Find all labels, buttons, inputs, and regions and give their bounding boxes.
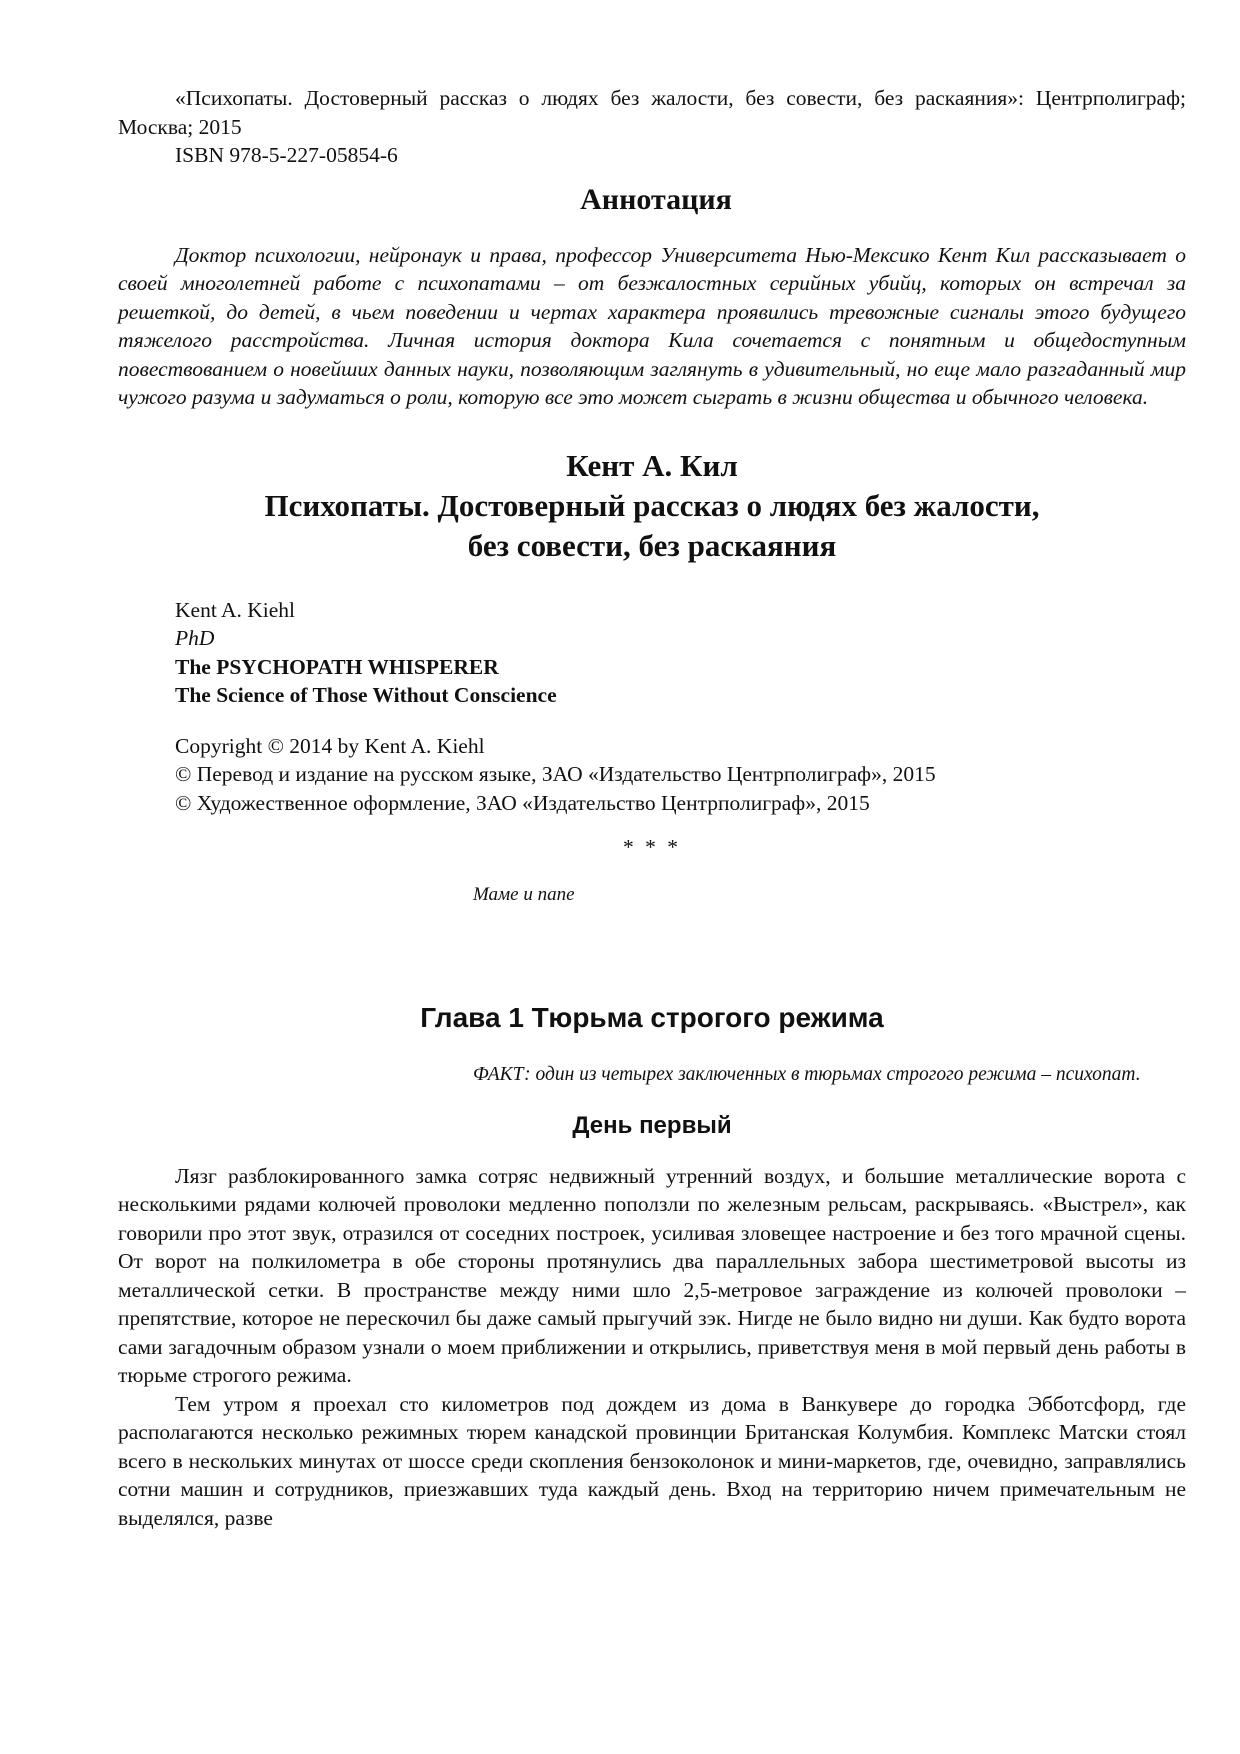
chapter-body xyxy=(118,1162,1186,1533)
copyright-line: © Художественное оформление, ЗАО «Издательство Центрполиграф», 2015 xyxy=(175,790,870,815)
body-paragraph: Тем утром я проехал сто километров под дождем из дома в Ванкувере до городка Эбботсфорд, где располагаются несколько режимных тюрем канадской провинции Британская Колумбия. Комплекс Матски стоял всего в нескольких минутах от шоссе среди скопления бензоколонок и мини-маркетов, где, очевидно, заправлялись сотни машин и сотрудников, приезжавших туда каждый день. Вход на территорию ничем примечательным не выделялся, разве xyxy=(118,1391,1186,1530)
book-heading xyxy=(118,446,1186,566)
book-title-line-2: без совести, без раскаяния xyxy=(467,527,837,563)
original-credits xyxy=(175,596,1186,710)
section-separator: * * * xyxy=(623,835,681,859)
section-title: День первый xyxy=(572,1111,732,1139)
original-subtitle: The Science of Those Without Conscience xyxy=(175,683,557,707)
chapter-epigraph: ФАКТ: один из четырех заключенных в тюрьмах строгого режима – психопат. xyxy=(473,1064,1141,1085)
dedication: Маме и папе xyxy=(473,884,575,905)
copyright-line: Copyright © 2014 by Kent A. Kiehl xyxy=(175,733,485,758)
bibliography-block xyxy=(118,84,1186,170)
copyright-block xyxy=(175,732,1186,818)
copyright-line: © Перевод и издание на русском языке, ЗАО «Издательство Центрполиграф», 2015 xyxy=(175,762,936,786)
annotation-text: Доктор психологии, нейронаук и права, профессор Университета Нью-Мексико Кент Кил рассказывает о своей многолетней работе с психопатами – от безжалостных серийных убийц, которых он встречал за решеткой, до детей, в чьем поведении и чертах характера проявились тревожные сигналы этого будущего тяжелого расстройства. Личная история доктора Кила сочетается с понятным и общедоступным повествованием о новейших данных науки, позволяющим заглянуть в удивительный, но еще мало разгаданный мир чужого разума и задуматься о роли, которую все это может сыграть в жизни общества и обычного человека. xyxy=(118,242,1186,409)
annotation-title: Аннотация xyxy=(580,182,732,216)
book-author: Кент А. Кил xyxy=(566,447,738,483)
original-title: The PSYCHOPATH WHISPERER xyxy=(175,654,499,679)
chapter-title: Глава 1 Тюрьма строгого режима xyxy=(420,1002,884,1033)
document-page xyxy=(118,84,1186,1532)
isbn: ISBN 978-5-227-05854-6 xyxy=(175,143,398,167)
original-author: Kent A. Kiehl xyxy=(175,597,296,622)
bibliography-line: «Психопаты. Достоверный рассказ о людях без жалости, без совести, без раскаяния»: Центрполиграф; Москва; 2015 xyxy=(118,86,1186,139)
original-degree: PhD xyxy=(175,626,215,650)
body-paragraph: Лязг разблокированного замка сотряс недвижный утренний воздух, и большие металлические ворота с несколькими рядами колючей проволоки медленно поползли по железным рельсам, раскрываясь. «Выстрел», как говорили про этот звук, отразился от соседних построек, усиливая зловещее настроение и без того мрачной сцены. От ворот на полкилометра в обе стороны протянулись два параллельных забора шестиметровой высоты из металлической сетки. В пространстве между ними шло 2,5-метровое заграждение из колючей проволоки – препятствие, которое не перескочил бы даже самый прыгучий зэк. Нигде не было видно ни души. Как будто ворота сами загадочным образом узнали о моем приближении и открылись, приветствуя меня в мой первый день работы в тюрьме строгого режима. xyxy=(118,1163,1186,1387)
book-title-line-1: Психопаты. Достоверный рассказ о людях без жалости, xyxy=(264,487,1040,523)
